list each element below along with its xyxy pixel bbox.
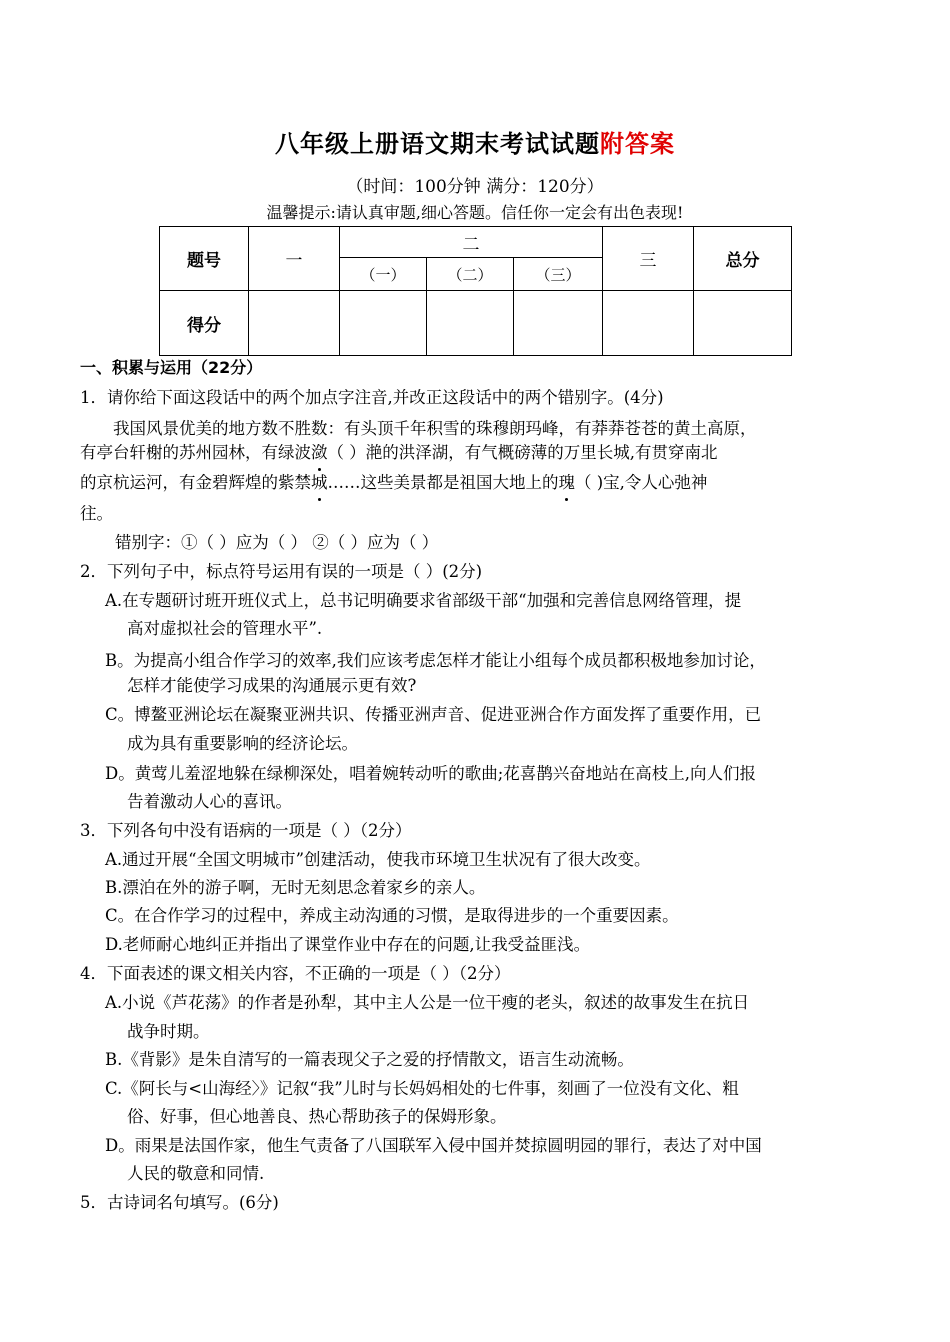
col-part-2: 二 [340, 227, 603, 258]
q4-stem: 4．下面表述的课文相关内容，不正确的一项是（ ）（2分） [80, 964, 511, 983]
q4-option-d[interactable]: D。雨果是法国作家，他生气责备了八国联军入侵中国并焚掠圆明园的罪行，表达了对中国 [105, 1136, 762, 1155]
q2-option-d[interactable]: D。黄莺儿羞涩地躲在绿柳深处，唱着婉转动听的歌曲;花喜鹊兴奋地站在高枝上,向人们报 [105, 764, 757, 783]
dotted-char: 城 [311, 473, 328, 492]
col-total: 总分 [694, 227, 792, 291]
q3-option-c[interactable]: C。在合作学习的过程中，养成主动沟通的习惯，是取得进步的一个重要因素。 [105, 906, 679, 925]
score-table [159, 226, 792, 356]
score-cell-2a[interactable] [340, 291, 427, 356]
dotted-char: 瑰 [558, 473, 575, 492]
q1-passage-line4: 往。 [80, 504, 113, 523]
q1-text: 的京杭运河，有金碧辉煌的紫禁 [80, 473, 311, 492]
score-cell-1[interactable] [249, 291, 340, 356]
exam-info: （时间：100分钟 满分：120分） [346, 177, 604, 197]
row-label-question: 题号 [160, 227, 249, 291]
q4-option-a-cont: 战争时期。 [127, 1022, 210, 1041]
q3-stem: 3．下列各句中没有语病的一项是（ ）（2分） [80, 821, 412, 840]
q2-option-b[interactable]: B。为提高小组合作学习的效率,我们应该考虑怎样才能让小组每个成员都积极地参加讨论， [105, 651, 766, 670]
exam-tip: 温馨提示:请认真审题,细心答题。信任你一定会有出色表现! [266, 203, 684, 222]
q4-option-c[interactable]: C.《阿长与<山海经〉》记叙“我”儿时与长妈妈相处的七件事，刻画了一位没有文化、粗 [105, 1079, 739, 1098]
col-part-3: 三 [603, 227, 694, 291]
q2-option-a-cont: 高对虚拟社会的管理水平”. [127, 619, 323, 638]
q1-text: ……这些美景都是祖国大地上的 [327, 473, 559, 492]
score-cell-total[interactable] [694, 291, 792, 356]
col-part-1: 一 [249, 227, 340, 291]
row-label-score: 得分 [160, 291, 249, 356]
q4-option-c-cont: 俗、好事，但心地善良、热心帮助孩子的保姆形象。 [127, 1107, 507, 1126]
q2-option-c[interactable]: C。博鳌亚洲论坛在凝聚亚洲共识、传播亚洲声音、促进亚洲合作方面发挥了重要作用，已 [105, 705, 762, 724]
title-answer-tag: 附答案 [600, 130, 675, 158]
score-cell-2c[interactable] [514, 291, 603, 356]
page-title [0, 124, 950, 159]
q1-answer-blanks[interactable]: 错别字：①（ ）应为（ ） ②（ ）应为（ ） [115, 533, 439, 552]
q2-stem: 2．下列句子中，标点符号运用有误的一项是（ ）(2分) [80, 562, 483, 581]
score-cell-3[interactable] [603, 291, 694, 356]
q5-stem: 5．古诗词名句填写。(6分) [80, 1193, 279, 1212]
q1-stem: 1．请你给下面这段话中的两个加点字注音,并改正这段话中的两个错别字。(4分) [80, 388, 664, 407]
q1-passage-line3 [80, 472, 707, 494]
q1-text: （ ）滟的洪泽湖，有气概磅薄的万里长城,有贯穿南北 [327, 443, 718, 462]
col-part-2-sub-2: （二） [427, 258, 514, 291]
q1-text: （ )宝,令人心弛神 [575, 473, 708, 492]
q1-text: 有亭台轩榭的苏州园林，有绿波 [80, 443, 311, 462]
q3-option-d[interactable]: D.老师耐心地纠正并指出了课堂作业中存在的问题,让我受益匪浅。 [105, 935, 591, 954]
q2-option-c-cont: 成为具有重要影响的经济论坛。 [127, 734, 358, 753]
q2-option-d-cont: 告着激动人心的喜讯。 [127, 792, 292, 811]
col-part-2-sub-1: （一） [340, 258, 427, 291]
q3-option-b[interactable]: B.漂泊在外的游子啊，无时无刻思念着家乡的亲人。 [105, 878, 486, 897]
dotted-char: 潋 [311, 443, 328, 462]
title-main: 八年级上册语文期末考试试题 [275, 130, 600, 158]
section-heading: 一、积累与运用（22分） [80, 358, 263, 377]
score-cell-2b[interactable] [427, 291, 514, 356]
q4-option-d-cont: 人民的敬意和同情. [127, 1164, 265, 1183]
q3-option-a[interactable]: A.通过开展“全国文明城市”创建活动，使我市环境卫生状况有了很大改变。 [105, 850, 651, 869]
q4-option-b[interactable]: B.《背影》是朱自清写的一篇表现父子之爱的抒情散文，语言生动流畅。 [105, 1050, 634, 1069]
q2-option-a[interactable]: A.在专题研讨班开班仪式上，总书记明确要求省部级干部“加强和完善信息网络管理，提 [105, 591, 742, 610]
q4-option-a[interactable]: A.小说《芦花荡》的作者是孙犁，其中主人公是一位干瘦的老头，叙述的故事发生在抗日 [105, 993, 750, 1012]
q2-option-b-cont: 怎样才能使学习成果的沟通展示更有效? [127, 676, 417, 695]
q1-passage-line2 [80, 442, 718, 464]
col-part-2-sub-3: （三） [514, 258, 603, 291]
q1-passage-line1: 我国风景优美的地方数不胜数：有头顶千年积雪的珠穆朗玛峰，有莽莽苍苍的黄土高原， [113, 419, 757, 438]
